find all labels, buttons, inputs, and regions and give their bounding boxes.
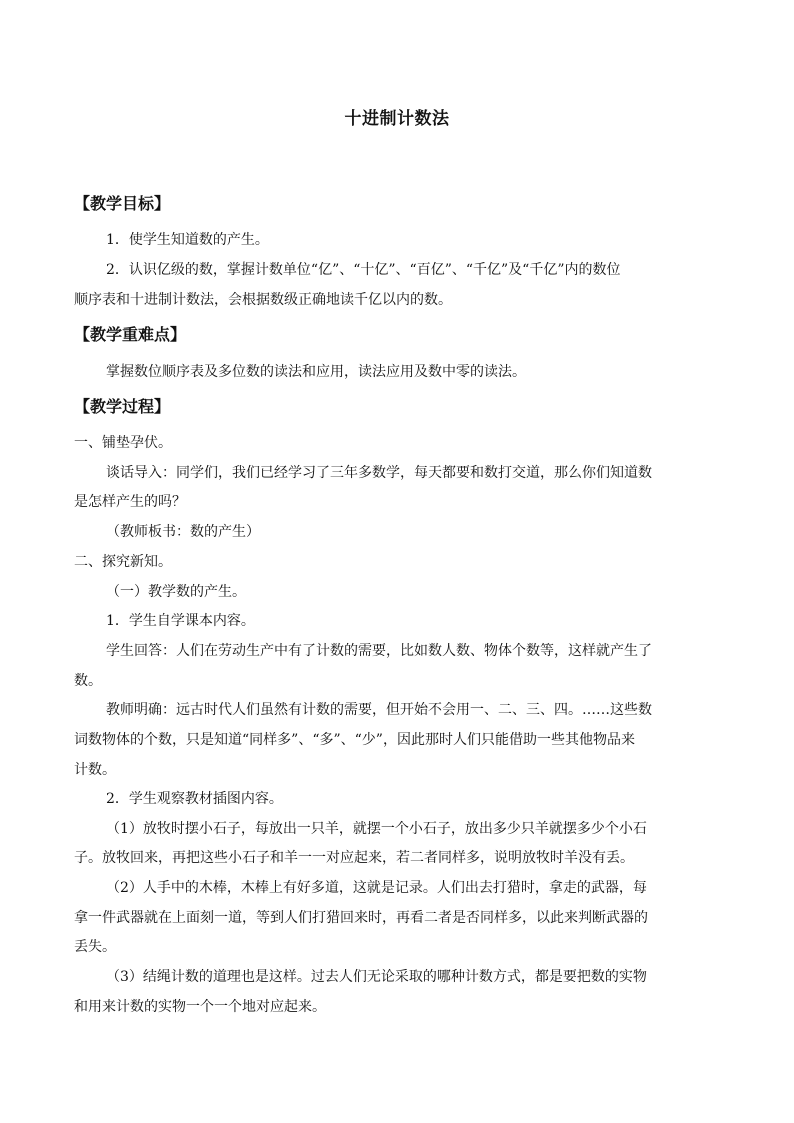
objective-item-2-cont: 顺序表和十进制计数法，会根据数级正确地读千亿以内的数。 [74,292,452,308]
process-line: 教师明确：远古时代人们虽然有计数的需要，但开始不会用一、二、三、四。……这些数 [106,702,652,718]
process-line: 谈话导入：同学们，我们已经学习了三年多数学，每天都要和数打交道，那么你们知道数 [106,465,652,481]
process-line: 计数。 [74,762,116,778]
process-line: 二、探究新知。 [74,554,172,570]
objective-item-2: 2．认识亿级的数，掌握计数单位“亿”、“十亿”、“百亿”、“千亿”及“千亿”内的数位 [106,262,621,278]
process-line: 是怎样产生的吗？ [74,494,186,510]
process-line: （教师板书：数的产生） [106,524,260,540]
section-heading-keypoints: 【教学重难点】 [74,325,187,344]
process-line: 数。 [74,673,102,689]
process-line: （3）结绳计数的道理也是这样。过去人们无论采取的哪种计数方式，都是要把数的实物 [106,969,647,985]
section-heading-process: 【教学过程】 [74,397,171,416]
page-title: 十进制计数法 [344,109,450,129]
process-line: 学生回答：人们在劳动生产中有了计数的需要，比如数人数、物体个数等，这样就产生了 [106,643,652,659]
process-line: 词数物体的个数，只是知道“同样多”、“多”、“少”，因此那时人们只能借助一些其他物品来 [74,732,635,748]
objective-item-1: 1．使学生知道数的产生。 [106,232,269,248]
process-line: 2．学生观察教材插图内容。 [106,791,283,807]
process-line: 和用来计数的实物一个一个地对应起来。 [74,999,326,1015]
process-line: 一、铺垫孕伏。 [74,435,172,451]
process-line: 拿一件武器就在上面刻一道，等到人们打猎回来时，再看二者是否同样多，以此来判断武器的 [74,910,648,926]
process-line: 1．学生自学课本内容。 [106,613,255,629]
process-line: 子。放牧回来，再把这些小石子和羊一一对应起来，若二者同样多，说明放牧时羊没有丢。 [74,850,634,866]
process-line: （2）人手中的木棒，木棒上有好多道，这就是记录。人们出去打猎时，拿走的武器，每 [106,880,647,896]
process-line: 丢失。 [74,939,116,955]
section-heading-objectives: 【教学目标】 [74,194,171,213]
process-line: （1）放牧时摆小石子，每放出一只羊，就摆一个小石子，放出多少只羊就摆多少个小石 [106,821,647,837]
keypoints-text: 掌握数位顺序表及多位数的读法和应用，读法应用及数中零的读法。 [106,364,526,380]
process-line: （一）教学数的产生。 [106,584,246,600]
